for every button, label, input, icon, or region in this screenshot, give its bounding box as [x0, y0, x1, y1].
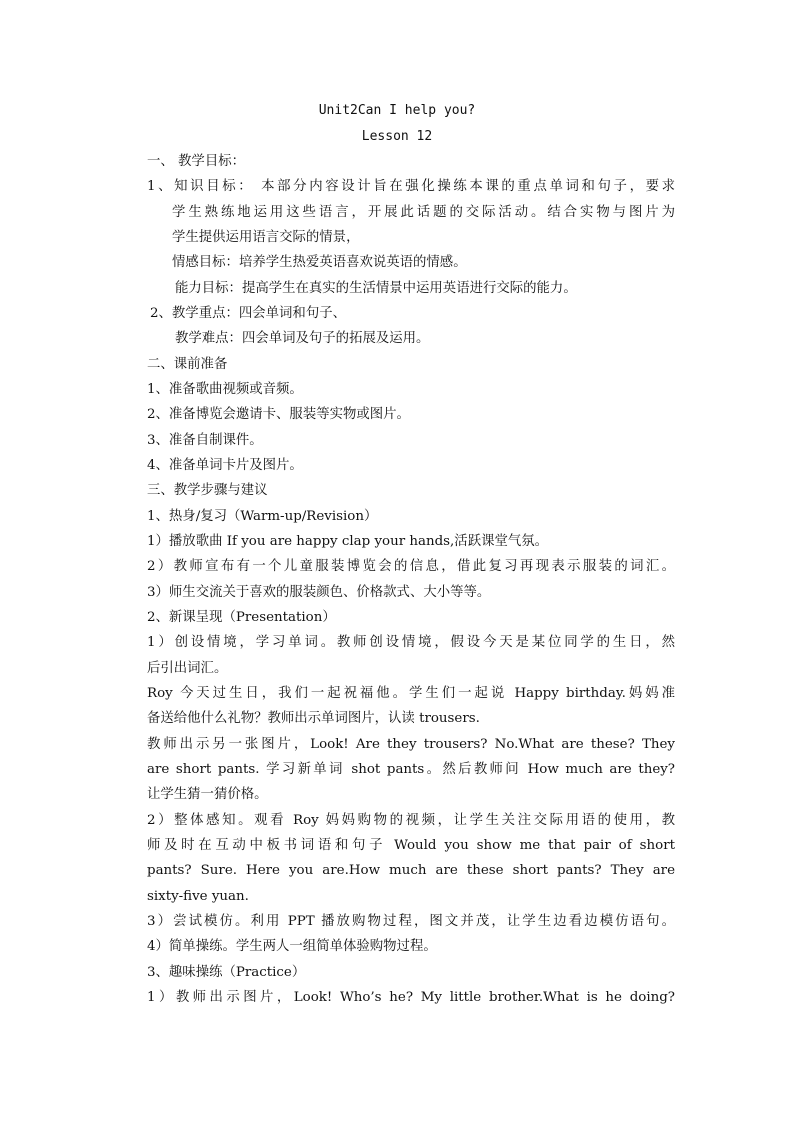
paragraph-line: 1）创设情境，学习单词。教师创设情境，假设今天是某位同学的生日，然 — [147, 635, 675, 650]
paragraph-line: 后引出词汇。 — [147, 661, 228, 676]
paragraph-line: 3）师生交流关于喜欢的服装颜色、价格款式、大小等等。 — [147, 585, 491, 600]
paragraph-line: 备送给他什么礼物？教师出示单词图片，认读 trousers. — [147, 711, 480, 726]
paragraph-line: 教师出示另一张图片，Look! Are they trousers? No.What are these? They — [147, 737, 675, 752]
subsection-heading: 2、新课呈现（Presentation） — [147, 610, 336, 625]
list-item: 4、准备单词卡片及图片。 — [147, 458, 303, 473]
paragraph-line: 能力目标：提高学生在真实的生活情景中运用英语进行交际的能力。 — [175, 281, 577, 296]
paragraph-line: 1、知识目标： 本部分内容设计旨在强化操练本课的重点单词和句子，要求 — [147, 179, 675, 194]
paragraph-line: 4）简单操练。学生两人一组简单体验购物过程。 — [147, 939, 437, 954]
paragraph-line: 情感目标：培养学生热爱英语喜欢说英语的情感。 — [172, 255, 467, 270]
document-subtitle: Lesson 12 — [361, 129, 433, 144]
paragraph-line: 学生熟练地运用这些语言，开展此话题的交际活动。结合实物与图片为 — [172, 205, 675, 220]
paragraph-line: 教学难点：四会单词及句子的拓展及运用。 — [175, 331, 430, 346]
paragraph-line: 1）教师出示图片，Look! Who’s he? My little brother.What is he doing? — [147, 990, 675, 1005]
list-item: 2、准备博览会邀请卡、服装等实物或图片。 — [147, 407, 410, 422]
paragraph-line: 让学生猜一猜价格。 — [147, 787, 268, 802]
document-title: Unit2Can I help you? — [318, 103, 476, 118]
subsection-heading: 1、热身/复习（Warm-up/Revision） — [147, 509, 378, 524]
paragraph-line: 3）尝试模仿。利用 PPT 播放购物过程，图文并茂，让学生边看边模仿语句。 — [147, 914, 675, 929]
section-heading-objectives: 一、 教学目标： — [147, 154, 245, 169]
paragraph-line: 2）整体感知。观看 Roy 妈妈购物的视频，让学生关注交际用语的使用，教 — [147, 813, 675, 828]
paragraph-line: 师及时在互动中板书词语和句子 Would you show me that pair of short — [147, 838, 675, 853]
paragraph-line: 学生提供运用语言交际的情景， — [172, 230, 360, 245]
subsection-heading: 3、趣味操练（Practice） — [147, 965, 306, 980]
list-item: 1、准备歌曲视频或音频。 — [147, 382, 303, 397]
paragraph-line: 2、教学重点：四会单词和句子、 — [150, 306, 346, 321]
paragraph-line: sixty-five yuan. — [147, 889, 249, 904]
section-heading-preparation: 二、课前准备 — [147, 357, 228, 372]
list-item: 3、准备自制课件。 — [147, 433, 263, 448]
paragraph-line: Roy 今天过生日，我们一起祝福他。学生们一起说 Happy birthday.妈妈准 — [147, 686, 675, 701]
paragraph-line: 2）教师宣布有一个儿童服装博览会的信息，借此复习再现表示服装的词汇。 — [147, 559, 675, 574]
paragraph-line: are short pants. 学习新单词 shot pants。然后教师问 How much are they? — [147, 762, 675, 777]
paragraph-line: pants? Sure. Here you are.How much are these short pants? They are — [147, 863, 675, 878]
section-heading-steps: 三、教学步骤与建议 — [147, 483, 268, 498]
paragraph-line: 1）播放歌曲 If you are happy clap your hands,活跃课堂气氛。 — [147, 534, 549, 549]
